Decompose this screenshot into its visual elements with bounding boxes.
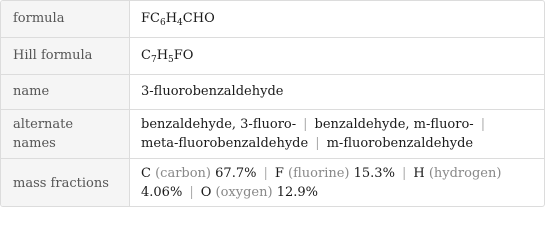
value-alternate-names: [130, 109, 545, 158]
mass-symbol: O: [200, 185, 212, 201]
alternate-name: m-fluorobenzaldehyde: [326, 135, 474, 151]
mass-symbol: C: [141, 166, 151, 182]
formula-subscript: 4: [177, 18, 183, 29]
label-alternate-names: alternate names: [1, 109, 130, 158]
row-formula: [1, 1, 544, 37]
row-alternate-names: [1, 109, 544, 158]
mass-symbol: H: [413, 166, 425, 182]
alternate-name: benzaldehyde, 3-fluoro-: [141, 116, 297, 132]
separator: |: [303, 116, 308, 132]
formula-part: FC: [141, 11, 160, 27]
hill-subscript: 5: [168, 55, 174, 65]
row-name: [1, 74, 544, 109]
formula-part: CHO: [182, 11, 215, 27]
mass-value: 12.9%: [276, 185, 319, 201]
row-mass-fractions: [1, 158, 544, 207]
value-hill-formula: [130, 37, 545, 74]
mass-value: 4.06%: [141, 185, 183, 201]
separator: |: [263, 166, 268, 182]
label-formula: formula: [1, 1, 130, 37]
value-mass-fractions: [130, 158, 545, 207]
label-mass-fractions: mass fractions: [1, 158, 130, 207]
hill-part: H: [156, 48, 169, 63]
label-hill-formula: Hill formula: [1, 37, 130, 74]
hill-part: C: [141, 48, 151, 63]
mass-element: (carbon): [155, 166, 212, 182]
formula-part: H: [165, 11, 178, 27]
separator: |: [189, 185, 194, 201]
mass-element: (fluorine): [288, 166, 350, 182]
mass-element: (oxygen): [215, 185, 273, 201]
separator: |: [315, 135, 320, 151]
mass-symbol: F: [274, 166, 284, 182]
mass-element: (hydrogen): [428, 166, 502, 182]
alternate-name: benzaldehyde, m-fluoro-: [314, 116, 474, 132]
alternate-name: meta-fluorobenzaldehyde: [141, 135, 309, 151]
separator: |: [480, 116, 486, 132]
label-name: name: [1, 74, 130, 109]
mass-value: 67.7%: [215, 166, 257, 182]
hill-subscript: 7: [150, 55, 157, 65]
formula-subscript: 6: [159, 18, 166, 29]
row-hill-formula: [1, 37, 544, 74]
value-formula: [130, 1, 545, 37]
properties-table: [1, 1, 544, 207]
value-name: 3-fluorobenzaldehyde: [141, 84, 284, 99]
mass-value: 15.3%: [353, 166, 395, 182]
hill-part: FO: [173, 48, 194, 63]
separator: |: [401, 166, 407, 182]
